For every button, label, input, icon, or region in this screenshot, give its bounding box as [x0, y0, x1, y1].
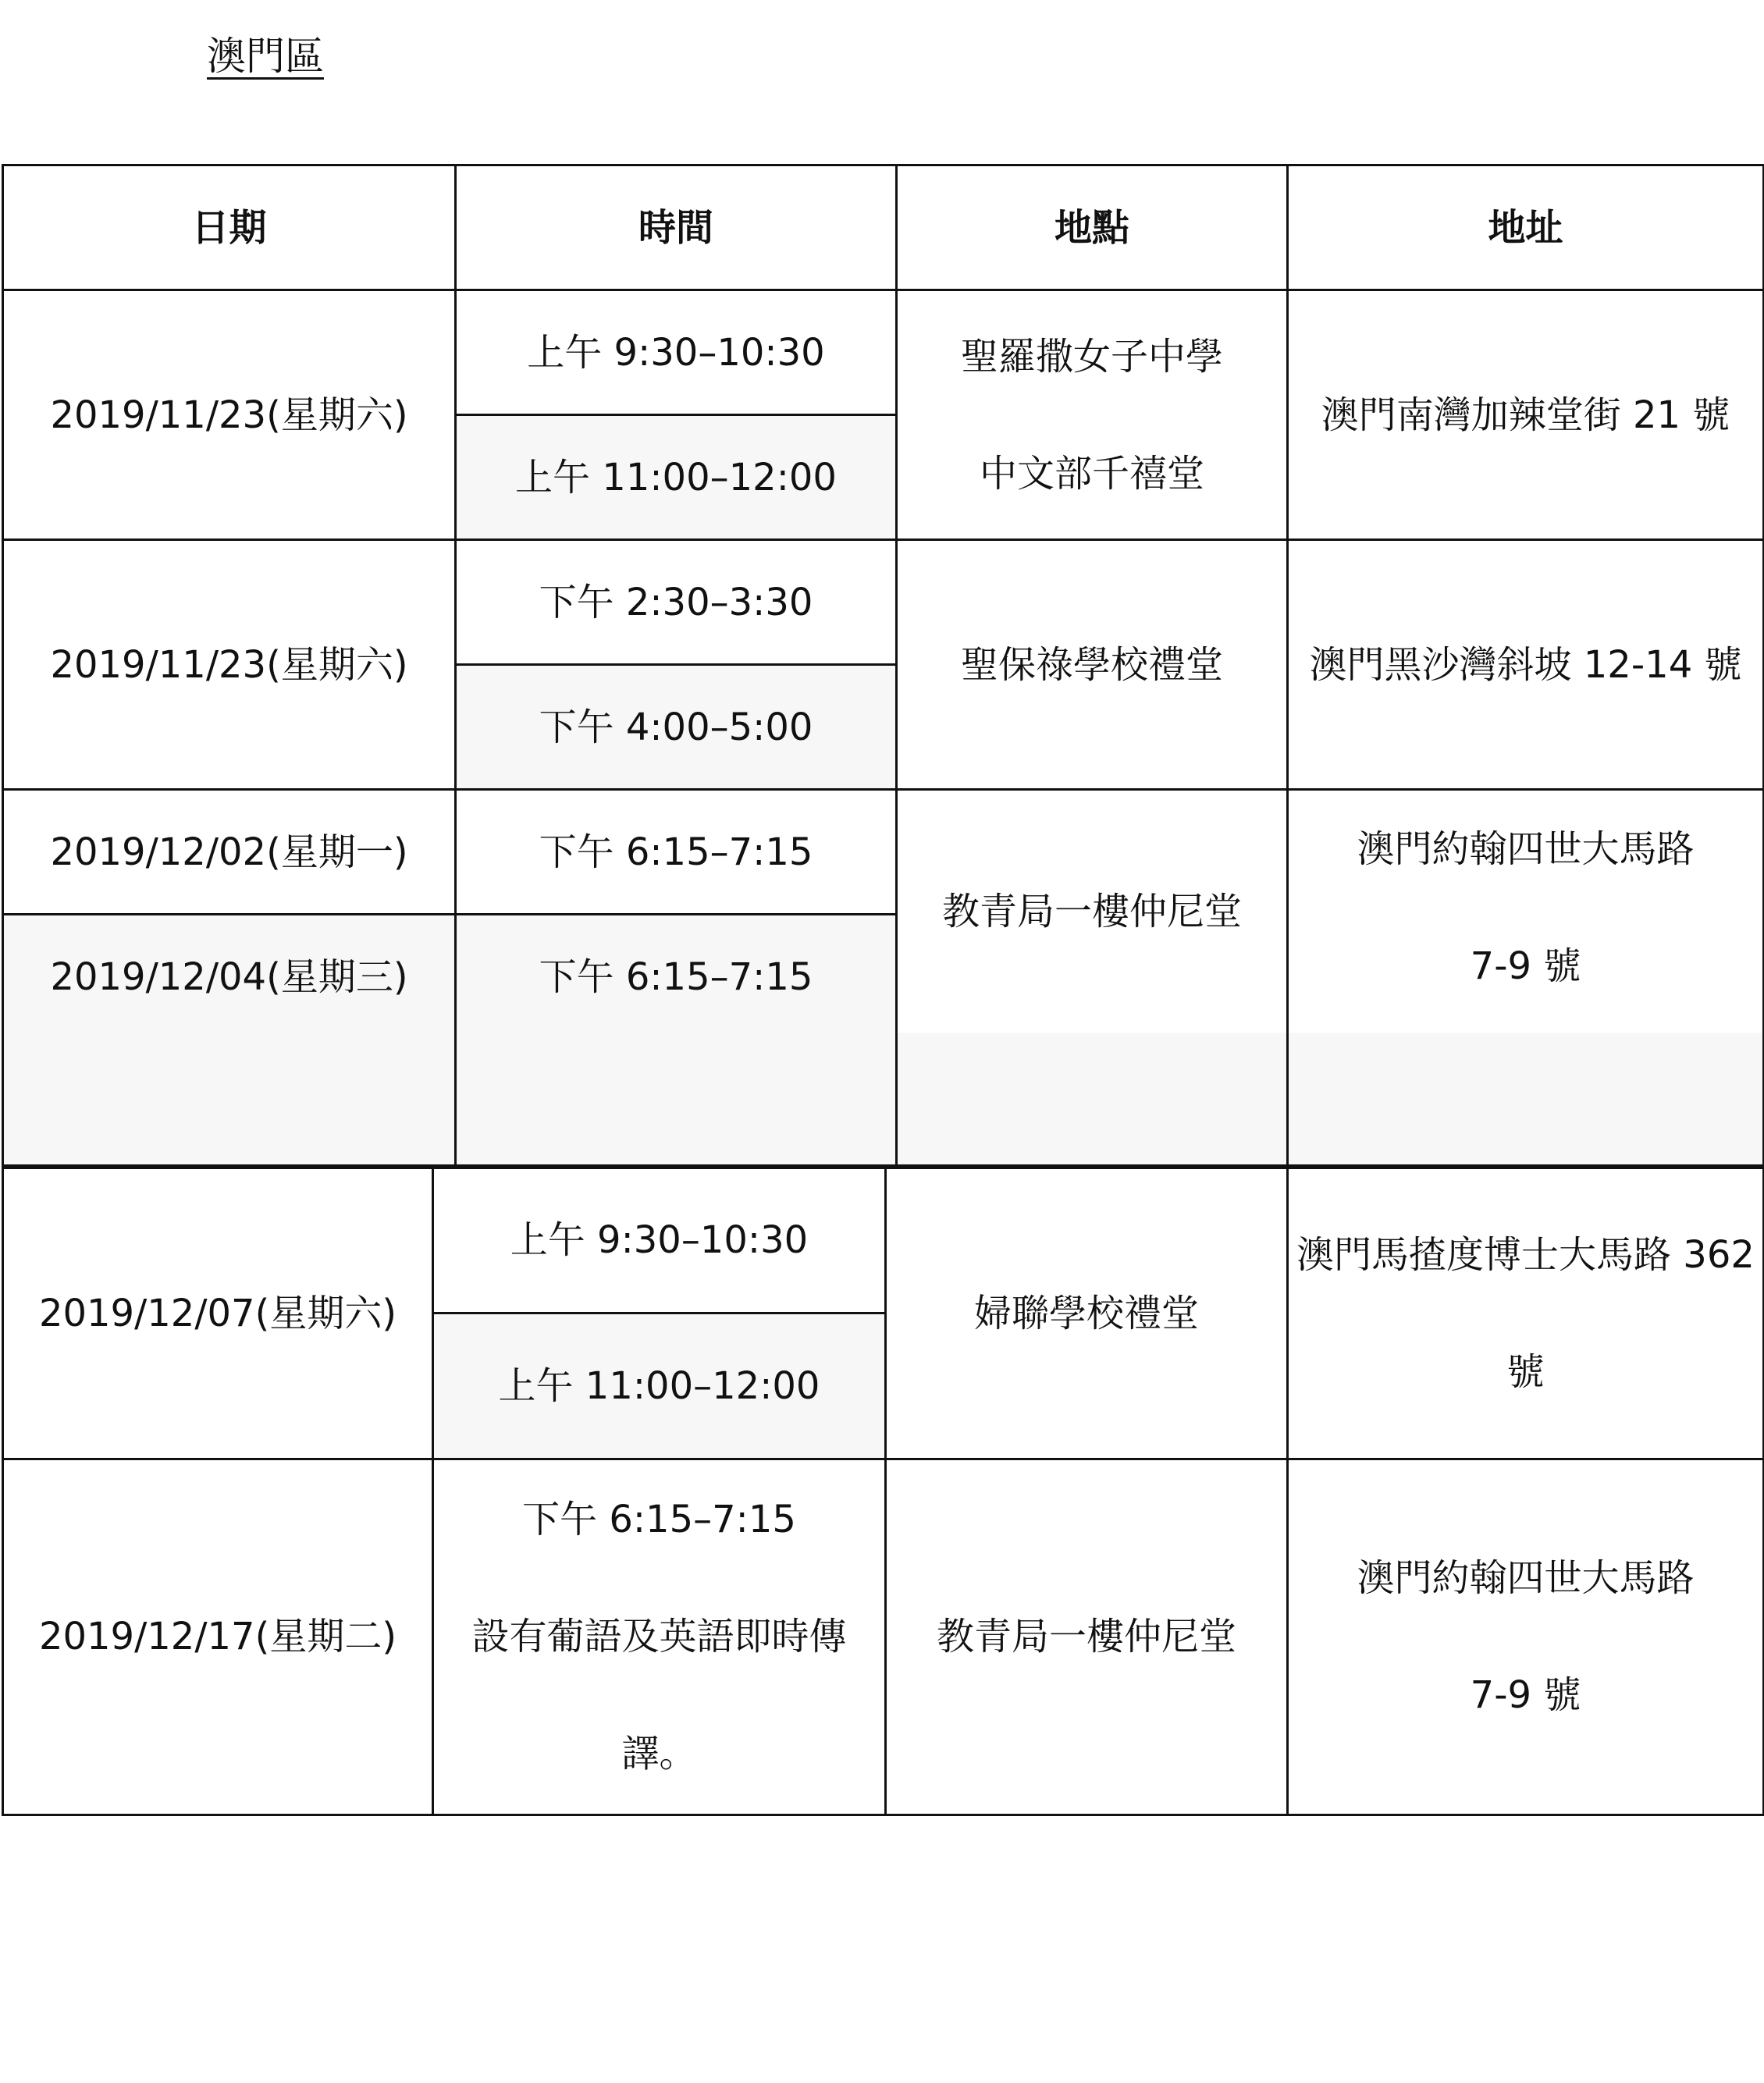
time-cell — [456, 915, 897, 1166]
time-cell: 上午 9:30–10:30 — [456, 290, 897, 415]
date-cell: 2019/12/17(星期二) — [3, 1459, 433, 1815]
venue-cell — [897, 790, 1288, 1166]
address-cell — [1288, 1167, 1764, 1459]
header-date: 日期 — [3, 165, 456, 290]
table-row — [3, 1459, 1764, 1815]
time-cell — [433, 1459, 886, 1815]
table-row — [3, 790, 1764, 915]
address-cell — [1288, 1459, 1764, 1815]
schedule-table-lower — [2, 1164, 1764, 1816]
venue-line: 聖羅撒女子中學 — [960, 334, 1223, 379]
address-cell — [1288, 790, 1764, 1166]
time-cell: 上午 11:00–12:00 — [456, 415, 897, 540]
region-title: 澳門區 — [207, 34, 324, 79]
address-line: 澳門約翰四世大馬路 — [1357, 827, 1695, 871]
date-cell — [3, 915, 456, 1166]
address-line: 號 — [1506, 1349, 1545, 1394]
header-address: 地址 — [1288, 165, 1764, 290]
address-line: 澳門馬揸度博士大馬路 362 — [1296, 1232, 1755, 1277]
date-cell: 2019/11/23(星期六) — [3, 540, 456, 790]
venue-line: 中文部千禧堂 — [979, 451, 1204, 496]
venue-cell: 婦聯學校禮堂 — [886, 1167, 1288, 1459]
address-line: 澳門約翰四世大馬路 — [1357, 1556, 1695, 1600]
address-cell: 澳門南灣加辣堂街 21 號 — [1288, 290, 1764, 540]
date-cell: 2019/12/02(星期一) — [3, 790, 456, 915]
time-cell: 上午 9:30–10:30 — [433, 1167, 886, 1313]
header-venue: 地點 — [897, 165, 1288, 290]
time-line: 譯。 — [621, 1732, 697, 1776]
time-text: 下午 6:15–7:15 — [539, 955, 813, 999]
venue-cell: 教青局一樓仲尼堂 — [886, 1459, 1288, 1815]
header-row — [3, 165, 1764, 290]
table-row — [3, 540, 1764, 665]
date-cell: 2019/11/23(星期六) — [3, 290, 456, 540]
schedule-table-upper — [2, 164, 1764, 1167]
address-cell: 澳門黑沙灣斜坡 12-14 號 — [1288, 540, 1764, 790]
venue-cell — [897, 290, 1288, 540]
address-line: 7-9 號 — [1470, 1673, 1581, 1717]
time-line: 設有葡語及英語即時傳 — [471, 1615, 847, 1658]
address-line: 7-9 號 — [1470, 944, 1581, 988]
table-row — [3, 290, 1764, 415]
time-cell: 上午 11:00–12:00 — [433, 1313, 886, 1459]
time-cell: 下午 4:00–5:00 — [456, 665, 897, 790]
table-row — [3, 1167, 1764, 1313]
time-line: 下午 6:15–7:15 — [522, 1498, 796, 1541]
header-time: 時間 — [456, 165, 897, 290]
time-cell: 下午 2:30–3:30 — [456, 540, 897, 665]
date-text: 2019/12/04(星期三) — [50, 955, 408, 999]
time-cell: 下午 6:15–7:15 — [456, 790, 897, 915]
date-cell: 2019/12/07(星期六) — [3, 1167, 433, 1459]
venue-line: 教青局一樓仲尼堂 — [941, 890, 1242, 933]
venue-cell: 聖保祿學校禮堂 — [897, 540, 1288, 790]
